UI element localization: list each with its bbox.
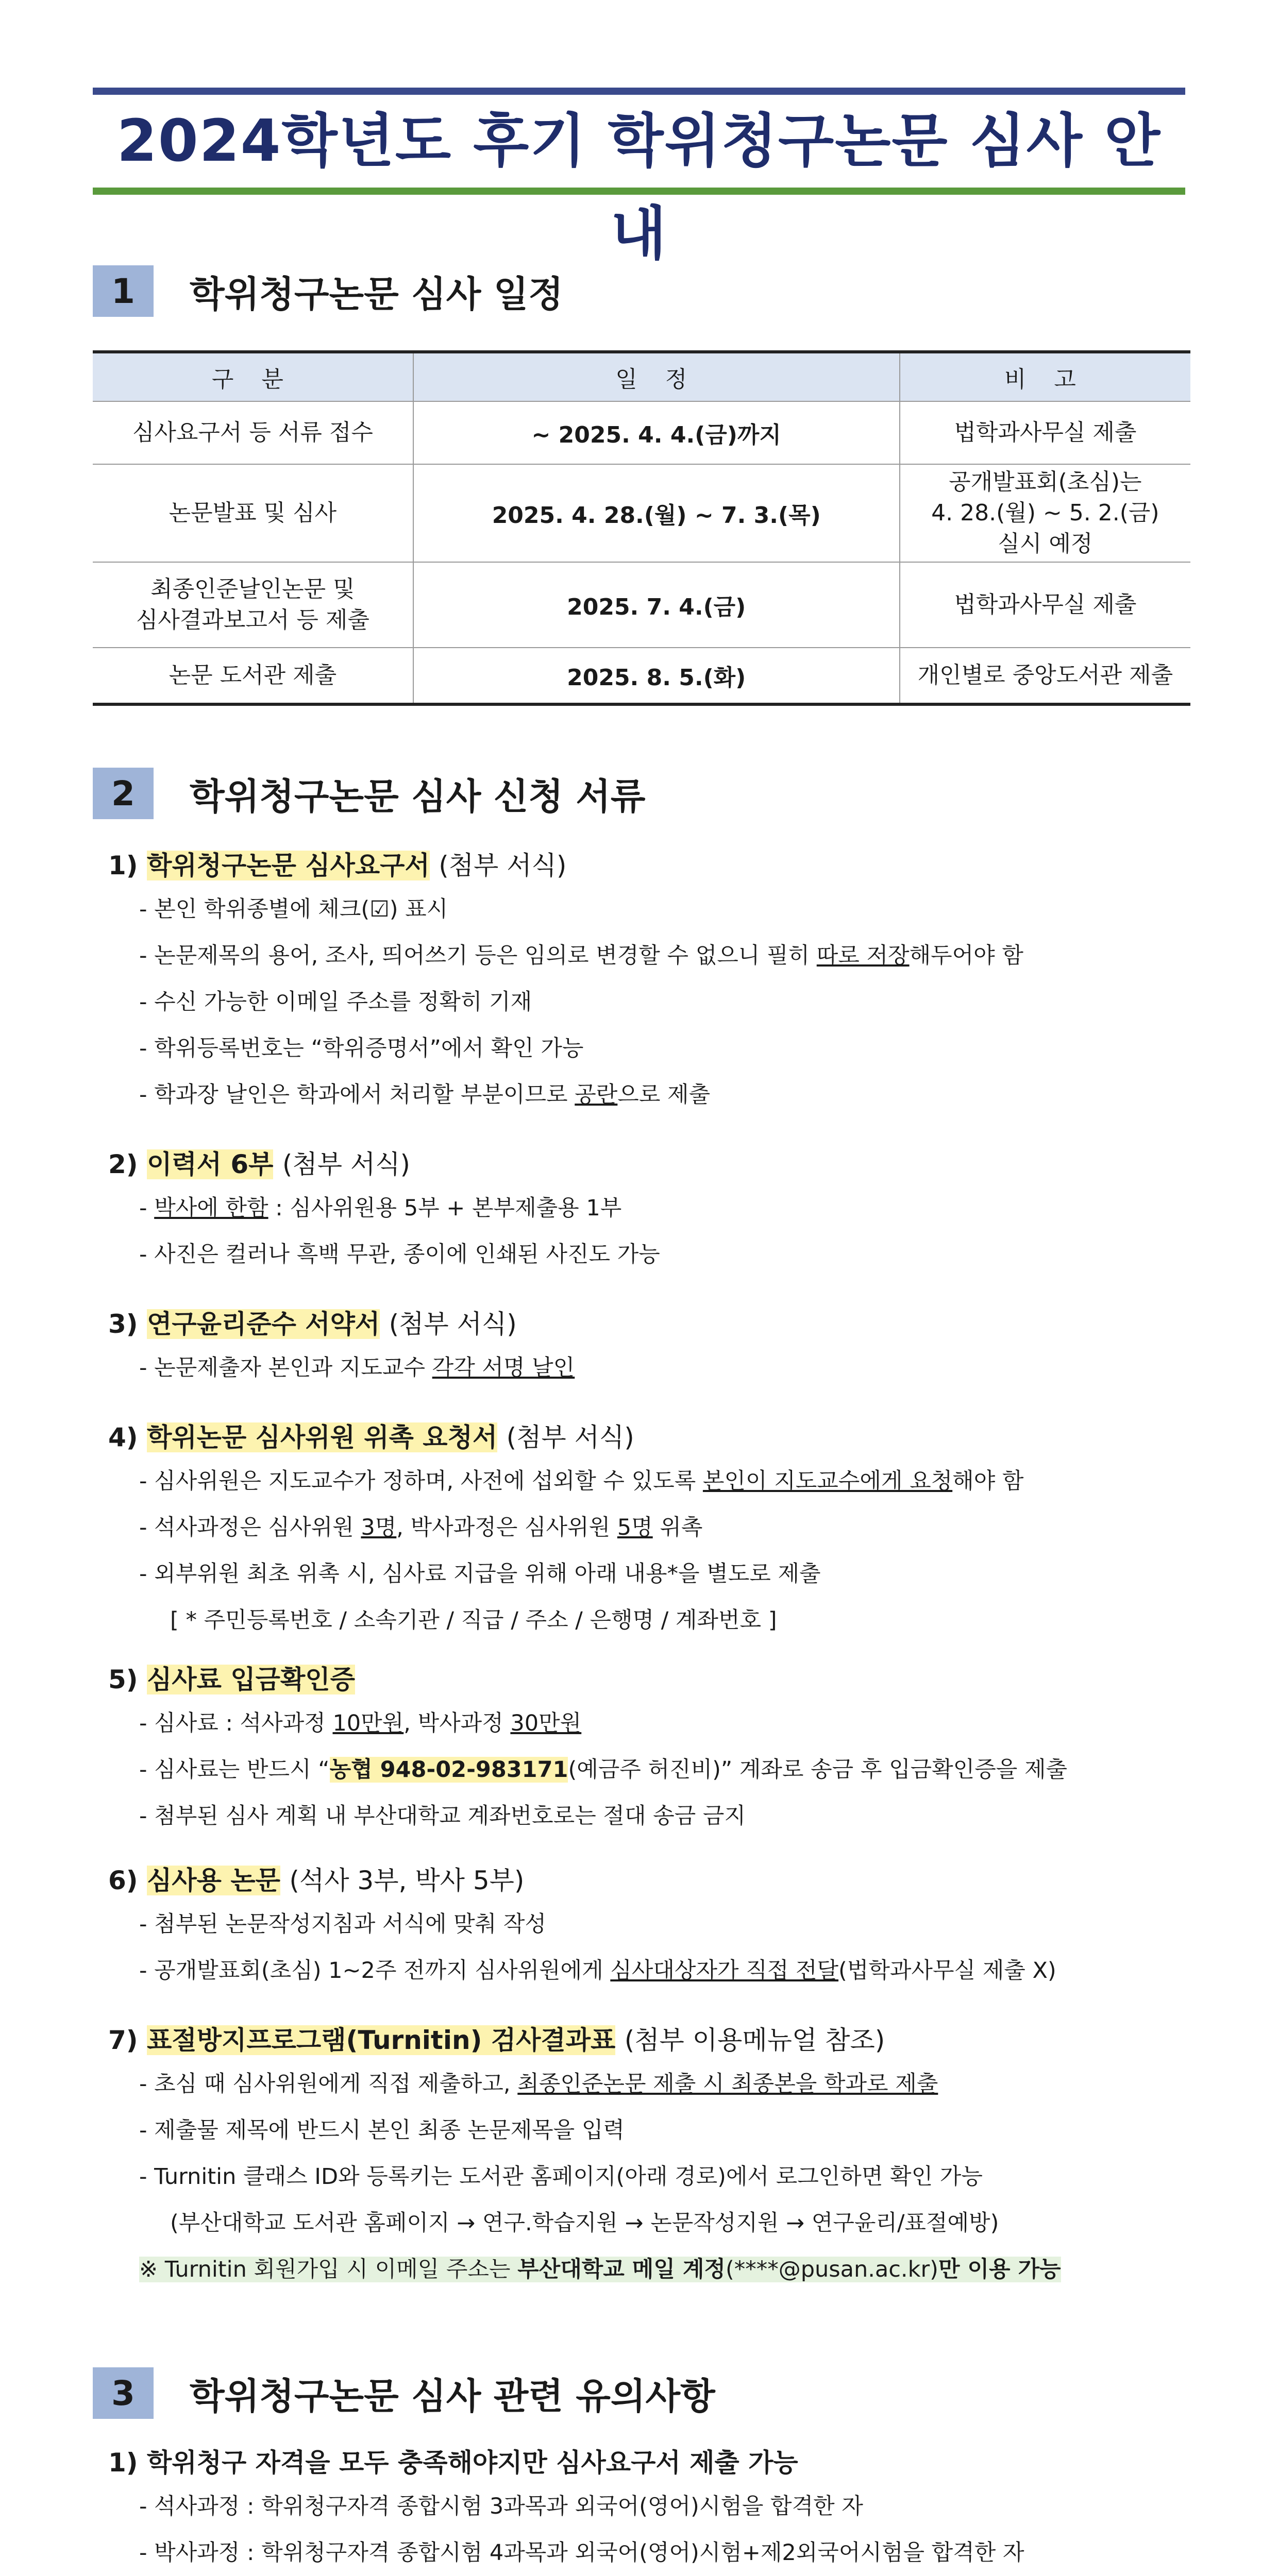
- row-note: 법학과사무실 제출: [900, 401, 1190, 464]
- item-heading: 7) 표절방지프로그램(Turnitin) 검사결과표 (첨부 이용메뉴얼 참조): [108, 2025, 885, 2055]
- list-item: - 학위등록번호는 “학위증명서”에서 확인 가능: [139, 1036, 584, 1061]
- doc-item-ethics-pledge: [108, 1303, 1190, 1391]
- row-note: 법학과사무실 제출: [900, 562, 1190, 648]
- list-item: - 심사료는 반드시 “농협 948-02-983171(예금주 허진비)” 계좌로 송금 후 입금확인증을 제출: [139, 1757, 1068, 1783]
- item-heading: 6) 심사용 논문 (석사 3부, 박사 5부): [108, 1866, 525, 1895]
- row-date: 2025. 7. 4.(금): [413, 562, 900, 648]
- turnitin-note: ※ Turnitin 회원가입 시 이메일 주소는 부산대학교 메일 계정(****@pusan.ac.kr)만 이용 가능: [139, 2257, 1061, 2282]
- item-heading: 1) 학위청구 자격을 모두 충족해야지만 심사요구서 제출 가능: [108, 2448, 798, 2478]
- list-item: - 논문제출자 본인과 지도교수 각각 서명 날인: [139, 1355, 575, 1381]
- row-note: 공개발표회(초심)는 4. 28.(월) ~ 5. 2.(금) 실시 예정: [900, 464, 1190, 562]
- list-item: - 논문제목의 용어, 조사, 띄어쓰기 등은 임의로 변경할 수 없으니 필히 따로 저장해두어야 함: [139, 943, 1023, 969]
- section-1-header: [93, 263, 563, 319]
- list-item: - 석사과정 : 학위청구자격 종합시험 3과목과 외국어(영어)시험을 합격한 자: [139, 2494, 863, 2519]
- item-heading: 4) 학위논문 심사위원 위촉 요청서 (첨부 서식): [108, 1422, 634, 1452]
- list-item: - 학과장 날인은 학과에서 처리할 부분이므로 공란으로 제출: [139, 1082, 711, 1108]
- section-number: 3: [93, 2367, 154, 2419]
- row-date: ~ 2025. 4. 4.(금)까지: [413, 401, 900, 464]
- section-3-header: [93, 2365, 715, 2421]
- page-title: 2024학년도 후기 학위청구논문 심사 안내: [116, 108, 1162, 267]
- list-item: - 석사과정은 심사위원 3명, 박사과정은 심사위원 5명 위촉: [139, 1515, 703, 1540]
- item-heading: 3) 연구윤리준수 서약서 (첨부 서식): [108, 1309, 517, 1339]
- doc-item-application: [108, 845, 1190, 1118]
- row-category: 논문발표 및 심사: [93, 464, 413, 562]
- table-row: [93, 562, 1190, 648]
- list-item: - Turnitin 클래스 ID와 등록키는 도서관 홈페이지(아래 경로)에서 로그인하면 확인 가능: [139, 2164, 983, 2190]
- doc-item-turnitin: [108, 2020, 1190, 2293]
- row-note: 개인별로 중앙도서관 제출: [900, 648, 1190, 704]
- doc-item-fee-receipt: [108, 1659, 1190, 1839]
- column-header: 구 분: [93, 352, 413, 401]
- schedule-table: [93, 350, 1190, 706]
- row-category: 논문 도서관 제출: [93, 648, 413, 704]
- list-item: - 박사과정 : 학위청구자격 종합시험 4과목과 외국어(영어)시험+제2외국어시험을 합격한 자: [139, 2540, 1024, 2566]
- column-header: 비 고: [900, 352, 1190, 401]
- list-item: - 초심 때 심사위원에게 직접 제출하고, 최종인준논문 제출 시 최종본을 학과로 제출: [139, 2071, 938, 2097]
- list-item: - 수신 가능한 이메일 주소를 정확히 기재: [139, 989, 532, 1015]
- row-date: 2025. 4. 28.(월) ~ 7. 3.(목): [413, 464, 900, 562]
- table-row: [93, 464, 1190, 562]
- section-title: 학위청구논문 심사 신청 서류: [190, 775, 646, 818]
- item-heading: 2) 이력서 6부 (첨부 서식): [108, 1149, 411, 1179]
- list-item: - 첨부된 논문작성지침과 서식에 맞춰 작성: [139, 1911, 547, 1937]
- table-row: [93, 401, 1190, 464]
- doc-item-review-thesis: [108, 1860, 1190, 1994]
- list-item: - 제출물 제목에 반드시 본인 최종 논문제목을 입력: [139, 2117, 625, 2143]
- section-title: 학위청구논문 심사 일정: [190, 273, 563, 315]
- table-header-row: [93, 352, 1190, 401]
- note-eligibility: [108, 2442, 1190, 2576]
- section-number: 2: [93, 768, 154, 819]
- title-banner: [93, 88, 1185, 267]
- list-item: - 심사위원은 지도교수가 정하며, 사전에 섭외할 수 있도록 본인이 지도교수에게 요청해야 함: [139, 1468, 1024, 1494]
- row-date: 2025. 8. 5.(화): [413, 648, 900, 704]
- list-item: - 첨부된 심사 계획 내 부산대학교 계좌번호로는 절대 송금 금지: [139, 1803, 746, 1829]
- section-title: 학위청구논문 심사 관련 유의사항: [190, 2375, 715, 2417]
- row-category: 심사요구서 등 서류 접수: [93, 401, 413, 464]
- item-heading: 5) 심사료 입금확인증: [108, 1665, 355, 1694]
- list-item: (부산대학교 도서관 홈페이지 → 연구.학습지원 → 논문작성지원 → 연구윤리/표절예방): [170, 2210, 999, 2236]
- list-item: - 본인 학위종별에 체크(☑) 표시: [139, 896, 448, 922]
- column-header: 일 정: [413, 352, 900, 401]
- row-category: 최종인준날인논문 및 심사결과보고서 등 제출: [93, 562, 413, 648]
- list-item: - 박사에 한함 : 심사위원용 5부 + 본부제출용 1부: [139, 1195, 622, 1221]
- doc-item-resume: [108, 1144, 1190, 1278]
- section-number: 1: [93, 265, 154, 317]
- section-2-header: [93, 765, 646, 822]
- list-item: - 심사료 : 석사과정 10만원, 박사과정 30만원: [139, 1710, 582, 1736]
- item-heading: 1) 학위청구논문 심사요구서 (첨부 서식): [108, 851, 567, 880]
- list-item: - 공개발표회(초심) 1~2주 전까지 심사위원에게 심사대상자가 직접 전달(법학과사무실 제출 X): [139, 1958, 1056, 1984]
- table-row: [93, 648, 1190, 704]
- doc-item-committee-request: [108, 1417, 1190, 1643]
- list-item: - 외부위원 최초 위촉 시, 심사료 지급을 위해 아래 내용*을 별도로 제출: [139, 1561, 821, 1587]
- list-item: - 사진은 컬러나 흑백 무관, 종이에 인쇄된 사진도 가능: [139, 1242, 660, 1267]
- title-top-rule: [93, 88, 1185, 95]
- list-item: [ * 주민등록번호 / 소속기관 / 직급 / 주소 / 은행명 / 계좌번호 ]: [170, 1607, 777, 1633]
